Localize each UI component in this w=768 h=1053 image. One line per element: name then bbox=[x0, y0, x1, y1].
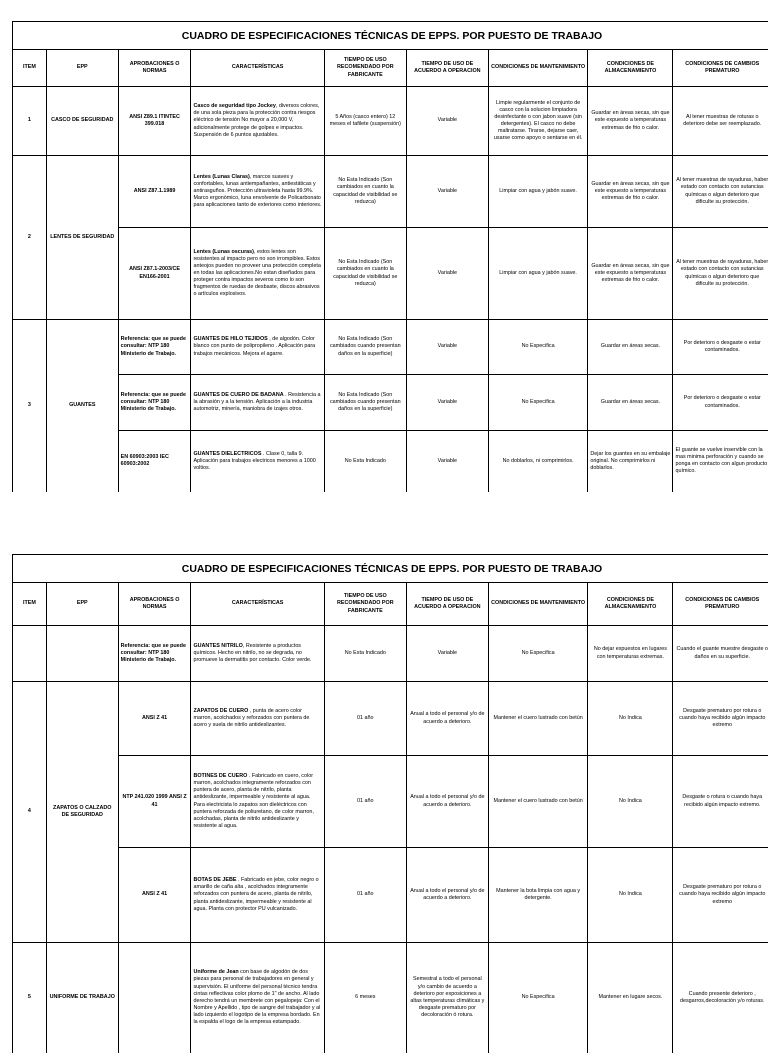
table-row bbox=[13, 626, 768, 682]
header-tiempo-operacion: TIEMPO DE USO DE ACUERDO A OPERACION bbox=[406, 583, 488, 626]
header-aprobaciones: APROBACIONES O NORMAS bbox=[118, 583, 191, 626]
item-number: 2 bbox=[13, 156, 47, 320]
header-caracteristicas: CARACTERÍSTICAS bbox=[191, 50, 324, 87]
mantenimiento: Limpiar con agua y jabón suave. bbox=[488, 156, 587, 228]
tiempo-recomendado: No Esta Indicado bbox=[324, 431, 406, 492]
norma: ANSI Z89.1 ITINTEC 399.018 bbox=[118, 87, 191, 156]
table-row bbox=[13, 87, 768, 156]
almacenamiento: Dejar los guantes en su embalaje original. No comprimirlos ni doblarlos. bbox=[588, 431, 673, 492]
norma: ANSI Z 41 bbox=[118, 848, 191, 943]
mantenimiento: Mantener la bota limpia con agua y detergente. bbox=[488, 848, 587, 943]
mantenimiento: No doblarlos, ni comprimirlos. bbox=[488, 431, 587, 492]
header-item: ITEM bbox=[13, 50, 47, 87]
cambio-prematuro: Desgaste prematuro por rotura o cuando haya recibido algún impacto extremo bbox=[673, 682, 768, 756]
tiempo-operacion: Anual a todo el personal y/o de acuerdo a deterioro. bbox=[406, 756, 488, 848]
table-row bbox=[13, 682, 768, 756]
table-row bbox=[13, 156, 768, 228]
almacenamiento: Guardar en áreas secas. bbox=[588, 375, 673, 431]
cambio-prematuro: Cuando presente deterioro , desgarros,decoloración y/o roturas. bbox=[673, 943, 768, 1053]
table-row bbox=[13, 320, 768, 375]
tiempo-operacion: Anual a todo el personal y/o de acuerdo a deterioro. bbox=[406, 682, 488, 756]
caracteristicas: GUANTES NITRILO, Resistente a productos químicos. Hecho en nitrilo, no se degrada, no promueve la dermatitis por contacto. Color verde. bbox=[191, 626, 324, 682]
cambio-prematuro: Por deterioro o desgaste o estar contaminados. bbox=[673, 320, 768, 375]
almacenamiento: Guardar en áreas secas, sin que este expuesto a temperaturas extremas de frio o calor. bbox=[588, 228, 673, 320]
cambio-prematuro: Cuando el guante muestre desgaste o daños en su superficie. bbox=[673, 626, 768, 682]
header-row bbox=[13, 583, 768, 626]
item-number: 5 bbox=[13, 943, 47, 1053]
almacenamiento: No Indica bbox=[588, 848, 673, 943]
cambio-prematuro: Al tener muestras de roturas o deterioro debe ser reemplazado. bbox=[673, 87, 768, 156]
table-row bbox=[13, 228, 768, 320]
cambio-prematuro: Al tener muestras de rayaduras, haber estado con contacto con sutancias químicas o algun deterioro que dificulte su protección. bbox=[673, 228, 768, 320]
spec-table bbox=[12, 582, 768, 1053]
tiempo-recomendado: No Esta Indicado (Son cambiados en cuanto la capacidad de visibilidad se reduzca) bbox=[324, 156, 406, 228]
epp-name bbox=[46, 626, 118, 682]
mantenimiento: Limpiar con agua y jabón suave. bbox=[488, 228, 587, 320]
tiempo-operacion: Variable bbox=[406, 375, 488, 431]
norma: Referencia: que se puede consultar: NTP 180 Ministerio de Trabajo. bbox=[118, 626, 191, 682]
sheet-title: CUADRO DE ESPECIFICACIONES TÉCNICAS DE EPPS. POR PUESTO DE TRABAJO bbox=[12, 21, 768, 49]
item-number: 1 bbox=[13, 87, 47, 156]
item-number: 4 bbox=[13, 682, 47, 943]
spec-table bbox=[12, 49, 768, 492]
tiempo-operacion: Anual a todo el personal y/o de acuerdo a deterioro. bbox=[406, 848, 488, 943]
almacenamiento: No Indica bbox=[588, 756, 673, 848]
tiempo-recomendado: No Esta Indicado (Son cambiados cuando presentan daños en la superficie) bbox=[324, 320, 406, 375]
tiempo-operacion: Variable bbox=[406, 431, 488, 492]
cambio-prematuro: Desgaste o rotura o cuando haya recibido algún impacto extremo. bbox=[673, 756, 768, 848]
sheet-title: CUADRO DE ESPECIFICACIONES TÉCNICAS DE EPPS. POR PUESTO DE TRABAJO bbox=[12, 554, 768, 582]
caracteristicas: Uniforme de Jean con base de algodón de dos piezas para personal de trabajadores en general y supervisión. El uniforme del personal técnico tendra cintas reflectivas color plomo de 1" de ancho. Al lado derecho tendrá un membrete con pegalopeja: Con el Nombre y Apellido , tipo de sangre del trabajador y al lado izquierdo el logotipo de la empresa bordado. En la espalda el logo de la empresa estampado. bbox=[191, 943, 324, 1053]
norma: EN 60903:2003 IEC 60903:2002 bbox=[118, 431, 191, 492]
caracteristicas: BOTAS DE JEBE . Fabricado en jebe, color negro o amarillo de caña alta , acolchados integramente reforzados con puntera de acero, planta de nitrilo, planta antideslizante, impermeable y resistente al agua. Planta con protector PU vulcanizado. bbox=[191, 848, 324, 943]
tiempo-operacion: Variable bbox=[406, 228, 488, 320]
tiempo-recomendado: No Esta Indicado (Son cambiados cuando presentan daños en la superficie) bbox=[324, 375, 406, 431]
almacenamiento: No dejar expuestos en lugares con temperaturas extremas. bbox=[588, 626, 673, 682]
cambio-prematuro: Al tener muestras de rayaduras, haber estado con contacto con sutancias químicas o algun deterioro que dificulte su protección. bbox=[673, 156, 768, 228]
mantenimiento: No Especifica bbox=[488, 320, 587, 375]
norma: Referencia: que se puede consultar: NTP 180 Ministerio de Trabajo. bbox=[118, 375, 191, 431]
spec-sheet-1 bbox=[12, 21, 768, 492]
header-cambio-prematuro: CONDICIONES DE CAMBIOS PREMATURO bbox=[673, 583, 768, 626]
tiempo-recomendado: No Esta Indicado bbox=[324, 626, 406, 682]
caracteristicas: Lentes (Lunas Claras), marcos suaves y confortables, lunas antiempañantes, antiestáticas y antirasguños. Protección ultravioleta hasta 99.9%. Marco ergonómico, luna envolvente de Policarbonato para aplicaciones tanto de exteriores como interiores. bbox=[191, 156, 324, 228]
tiempo-operacion: Variable bbox=[406, 156, 488, 228]
cambio-prematuro: El guante se vuelve inservible con la mas minima perforación y cuando se ponga en contacto con algun producto químico. bbox=[673, 431, 768, 492]
table-row bbox=[13, 756, 768, 848]
epp-name: LENTES DE SEGURIDAD bbox=[46, 156, 118, 320]
header-tiempo-recomendado: TIEMPO DE USO RECOMENDADO POR FABRICANTE bbox=[324, 583, 406, 626]
caracteristicas: Lentes (Lunas oscuras), estos lentes son resistentes al impacto pero no son irrompibles. Estos anteojos pueden no proveer una protección completa en todas las aplicaciones.No estan diseñados para proteger contra impactos severos como lo son fragmentos de ruedas de desbaste, discos abrasivos o artículos explosivos. bbox=[191, 228, 324, 320]
almacenamiento: Mantener en lugare secos. bbox=[588, 943, 673, 1053]
epp-name: CASCO DE SEGURIDAD bbox=[46, 87, 118, 156]
header-aprobaciones: APROBACIONES O NORMAS bbox=[118, 50, 191, 87]
almacenamiento: Guardar en áreas secas. bbox=[588, 320, 673, 375]
cambio-prematuro: Desgaste prematuro por rotura o cuando haya recibido algún impacto extremo bbox=[673, 848, 768, 943]
tiempo-recomendado: 01 año bbox=[324, 848, 406, 943]
header-epp: EPP bbox=[46, 50, 118, 87]
caracteristicas: BOTINES DE CUERO . Fabricado en cuero, color marron, acolchados integramente reforzados con puntera de acero, planta de nitrilo, planta antideslizante, impermeable y resistente al agua. Para electricista lo zapatos son dieléctricos con puntera reforzada de poliuretano, de color marron, acolchadas, planta de nitrilo antideslizante y resistente al agua. bbox=[191, 756, 324, 848]
norma: ANSI Z87.1.1989 bbox=[118, 156, 191, 228]
header-tiempo-operacion: TIEMPO DE USO DE ACUERDO A OPERACION bbox=[406, 50, 488, 87]
header-mantenimiento: CONDICIONES DE MANTENIMIENTO bbox=[488, 583, 587, 626]
mantenimiento: Mantener el cuero lustrado con betún bbox=[488, 682, 587, 756]
mantenimiento: Limpie regularmente el conjunto de casco con la solucion limpiadora desinfectante o con jabon suave (sin detergentes). El casco no debe maltratarse. Tirarse, dejarse caer, usarse como apoyo o sentarse en él. bbox=[488, 87, 587, 156]
mantenimiento: No Especifica bbox=[488, 626, 587, 682]
almacenamiento: No Indica bbox=[588, 682, 673, 756]
header-epp: EPP bbox=[46, 583, 118, 626]
almacenamiento: Guardar en áreas secas, sin que este expuesto a temperaturas extremas de frio o calor. bbox=[588, 156, 673, 228]
table-row bbox=[13, 431, 768, 492]
header-almacenamiento: CONDICIONES DE ALMACENAMIENTO bbox=[588, 583, 673, 626]
caracteristicas: GUANTES DIELECTRICOS . Clase 0, talla 9. Aplicación para trabajos electricos menores a 1000 voltios. bbox=[191, 431, 324, 492]
item-number: 3 bbox=[13, 320, 47, 492]
header-mantenimiento: CONDICIONES DE MANTENIMIENTO bbox=[488, 50, 587, 87]
cambio-prematuro: Por deterioro o desgaste o estar contaminados. bbox=[673, 375, 768, 431]
table-row bbox=[13, 375, 768, 431]
header-tiempo-recomendado: TIEMPO DE USO RECOMENDADO POR FABRICANTE bbox=[324, 50, 406, 87]
item-number bbox=[13, 626, 47, 682]
norma: NTP 241.020 1999 ANSI Z 41 bbox=[118, 756, 191, 848]
epp-name: GUANTES bbox=[46, 320, 118, 492]
norma: Referencia: que se puede consultar: NTP 180 Ministerio de Trabajo. bbox=[118, 320, 191, 375]
norma: ANSI Z 41 bbox=[118, 682, 191, 756]
caracteristicas: GUANTES DE CUERO DE BADANA . Resistencia a la abrasión y a la tensión. Aplicación a la industria automotriz, minería, maniobra de izajes otros. bbox=[191, 375, 324, 431]
header-cambio-prematuro: CONDICIONES DE CAMBIOS PREMATURO bbox=[673, 50, 768, 87]
tiempo-recomendado: 01 año bbox=[324, 756, 406, 848]
spec-sheet-2 bbox=[12, 554, 768, 1053]
header-item: ITEM bbox=[13, 583, 47, 626]
caracteristicas: GUANTES DE HILO TEJIDOS , de algodón. Color blanco con punto de polipropileno . Aplicación para trabajos mecánicos. Mejora el agarre. bbox=[191, 320, 324, 375]
header-row bbox=[13, 50, 768, 87]
tiempo-recomendado: No Esta Indicado (Son cambiados en cuanto la capacidad de visibilidad se reduzca) bbox=[324, 228, 406, 320]
tiempo-recomendado: 01 año bbox=[324, 682, 406, 756]
header-almacenamiento: CONDICIONES DE ALMACENAMIENTO bbox=[588, 50, 673, 87]
norma: ANSI Z87.1-2003/CE EN166-2001 bbox=[118, 228, 191, 320]
caracteristicas: ZAPATOS DE CUERO , punta de acero color marron, acolchados y reforzados con puntera de acero y suela de nitrilo antideslizantes. bbox=[191, 682, 324, 756]
mantenimiento: No Especifica bbox=[488, 943, 587, 1053]
tiempo-operacion: Semestral a todo el personal y/o cambio de acuerdo a deterioro por exposiciones a altas temperaturas climáticas y desgaste prematuro por decoloración ó rotura. bbox=[406, 943, 488, 1053]
table-row bbox=[13, 943, 768, 1053]
epp-name: ZAPATOS O CALZADO DE SEGURIDAD bbox=[46, 682, 118, 943]
tiempo-recomendado: 5 Años (casco entero) 12 meses el tafilete (suspensión) bbox=[324, 87, 406, 156]
mantenimiento: Mantener el cuero lustrado con betún bbox=[488, 756, 587, 848]
tiempo-operacion: Variable bbox=[406, 626, 488, 682]
epp-name: UNIFORME DE TRABAJO bbox=[46, 943, 118, 1053]
tiempo-recomendado: 6 meses bbox=[324, 943, 406, 1053]
mantenimiento: No Especifica bbox=[488, 375, 587, 431]
norma bbox=[118, 943, 191, 1053]
almacenamiento: Guardar en áreas secas, sin que este expuesto a temperaturas extremas de frio o calor. bbox=[588, 87, 673, 156]
caracteristicas: Casco de seguridad tipo Jockey, diversos colores, de una sola pieza para la protección contra riesgos eléctrico de tensión No mayor a 20,000 V, adicionalmente protege de golpes e impactos. Suspensión de 6 puntos ajustables. bbox=[191, 87, 324, 156]
tiempo-operacion: Variable bbox=[406, 320, 488, 375]
table-row bbox=[13, 848, 768, 943]
header-caracteristicas: CARACTERÍSTICAS bbox=[191, 583, 324, 626]
tiempo-operacion: Variable bbox=[406, 87, 488, 156]
